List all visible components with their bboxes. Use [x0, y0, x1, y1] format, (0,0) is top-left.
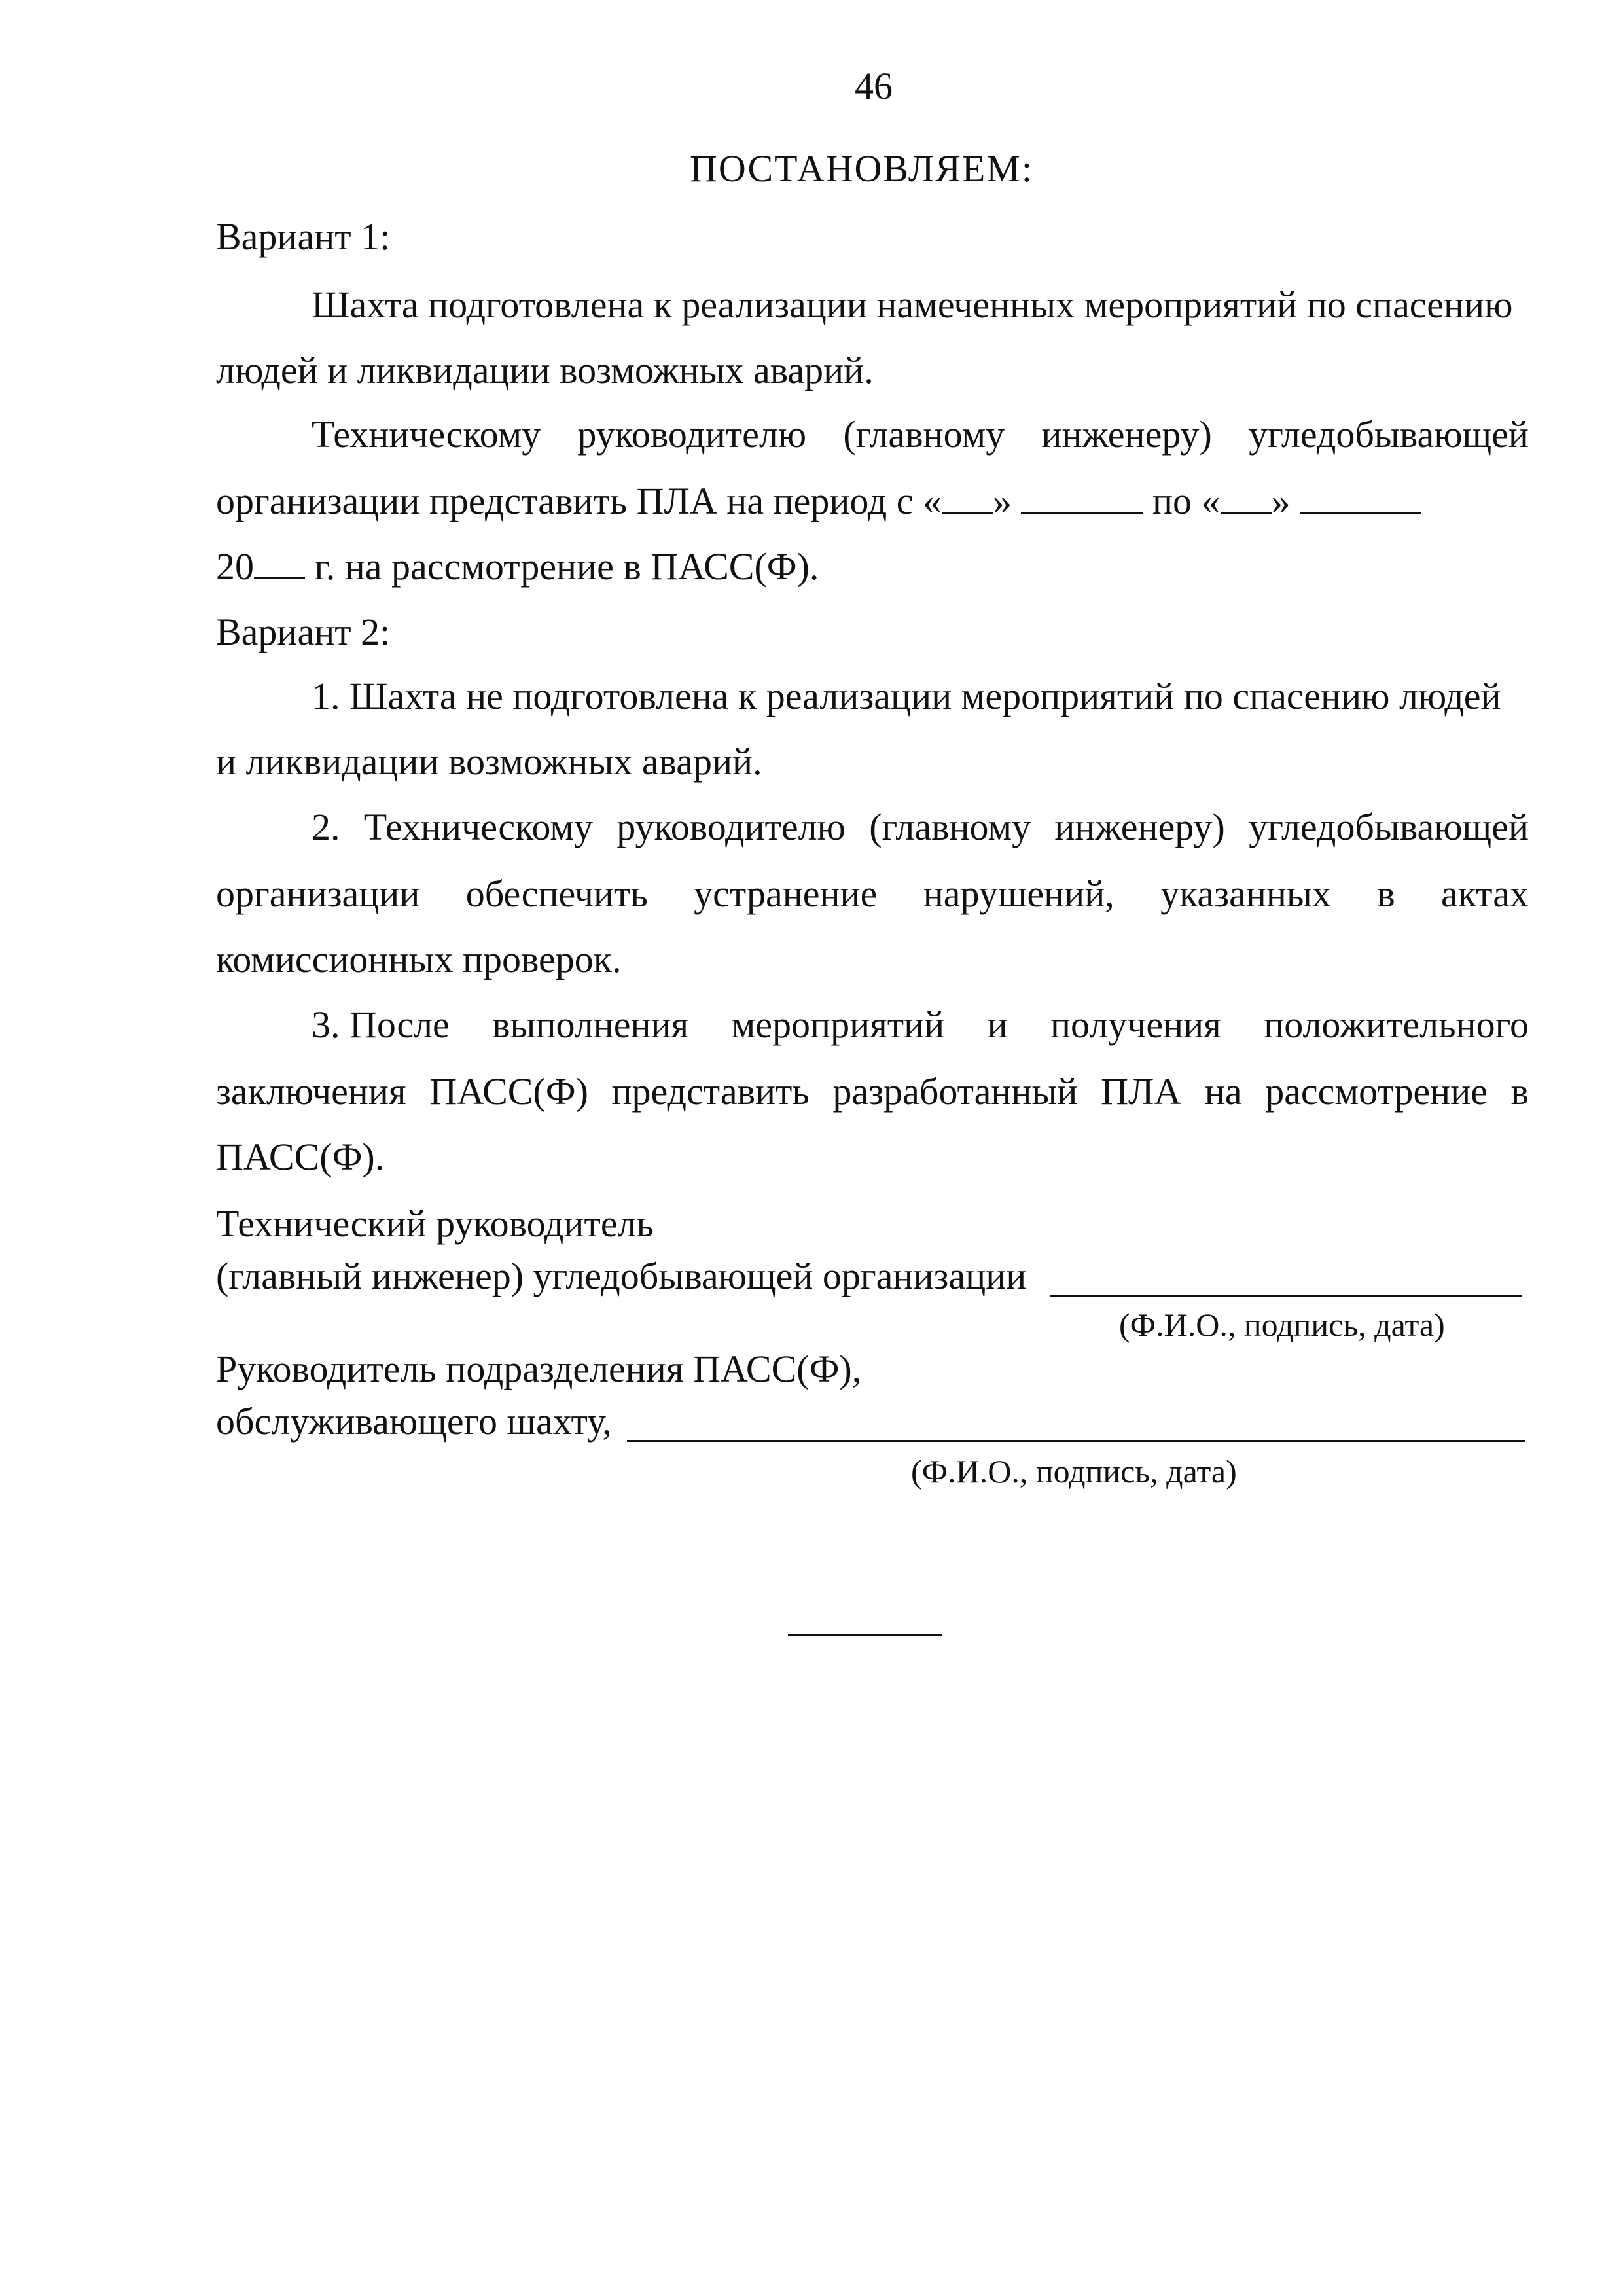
word: на [1204, 1070, 1242, 1113]
tech-director-signature-line [1050, 1295, 1522, 1297]
word: выполнения [492, 1003, 689, 1046]
word: положительного [1264, 1003, 1529, 1046]
word: нарушений, [923, 872, 1115, 915]
pass-head-signature-line [627, 1440, 1525, 1442]
word: и [987, 1003, 1008, 1046]
variant2-item2-line2 [216, 870, 1529, 918]
day-to-blank [1221, 478, 1272, 514]
word: Техническому [312, 413, 541, 456]
variant2-label: Вариант 2: [216, 611, 391, 653]
word: мероприятий [731, 1003, 945, 1046]
year-suffix-text: г. на рассмотрение в ПАСС(Ф). [305, 545, 819, 588]
page-number: 46 [855, 65, 893, 107]
variant2-item2-line3: комиссионных проверок. [216, 938, 622, 980]
year-prefix: 20 [216, 545, 254, 588]
word: Техническому [363, 806, 593, 848]
variant1-para2-line1 [312, 411, 1529, 458]
word: устранение [694, 872, 878, 915]
word: угледобывающей [1249, 806, 1529, 848]
variant2-item3-line1 [312, 1001, 1529, 1049]
pass-head-title-line2: обслуживающего шахту, [216, 1400, 612, 1443]
variant1-para1-line2: людей и ликвидации возможных аварий. [216, 349, 874, 391]
word: разработанный [832, 1070, 1078, 1113]
tech-director-title-line1: Технический руководитель [216, 1202, 654, 1245]
year-blank [254, 543, 305, 579]
variant1-para2-line3 [216, 543, 819, 590]
variant2-item1-line2: и ликвидации возможных аварий. [216, 740, 762, 783]
word: руководителю [577, 413, 807, 456]
word: инженеру) [1054, 806, 1225, 848]
word: 2. [312, 806, 340, 848]
word: угледобывающей [1249, 413, 1529, 456]
word: получения [1050, 1003, 1221, 1046]
pass-head-signature-caption: (Ф.И.О., подпись, дата) [911, 1453, 1237, 1490]
word: рассмотрение [1265, 1070, 1488, 1113]
month-to-blank [1300, 478, 1421, 514]
word: в [1510, 1070, 1529, 1113]
variant1-para1-line1: Шахта подготовлена к реализации намеченных мероприятий по спасению [312, 283, 1513, 326]
word: заключения [216, 1070, 406, 1113]
word: ПЛА [1101, 1070, 1182, 1113]
document-heading: ПОСТАНОВЛЯЕМ: [690, 147, 1033, 190]
day-from-blank [942, 478, 993, 514]
period-text: организации представить ПЛА на период с « [216, 480, 942, 522]
word: организации [216, 872, 420, 915]
word: обеспечить [465, 872, 648, 915]
period-to-text: по « [1152, 480, 1221, 522]
variant2-item3-line2 [216, 1068, 1529, 1115]
tech-director-signature-caption: (Ф.И.О., подпись, дата) [1119, 1306, 1445, 1343]
quote-close: » [1271, 480, 1291, 522]
word: ПАСС(Ф) [429, 1070, 588, 1113]
word: представить [611, 1070, 810, 1113]
month-from-blank [1021, 478, 1143, 514]
word: в [1377, 872, 1395, 915]
pass-head-title-line1: Руководитель подразделения ПАСС(Ф), [216, 1348, 862, 1390]
quote-close: » [992, 480, 1012, 522]
variant1-label: Вариант 1: [216, 215, 391, 258]
tech-director-title-line2: (главный инженер) угледобывающей организации [216, 1255, 1027, 1297]
word: актах [1441, 872, 1529, 915]
variant2-item1-line1: 1. Шахта не подготовлена к реализации мероприятий по спасению людей [312, 675, 1501, 717]
variant2-item3-line3: ПАСС(Ф). [216, 1136, 385, 1178]
word: (главному [869, 806, 1031, 848]
word: (главному [843, 413, 1005, 456]
word: инженеру) [1041, 413, 1212, 456]
word: руководителю [616, 806, 846, 848]
variant2-item2-line1 [312, 804, 1529, 851]
word: 3. После [312, 1003, 450, 1046]
end-divider [788, 1634, 942, 1636]
word: указанных [1160, 872, 1331, 915]
variant1-para2-line2 [216, 478, 1421, 525]
